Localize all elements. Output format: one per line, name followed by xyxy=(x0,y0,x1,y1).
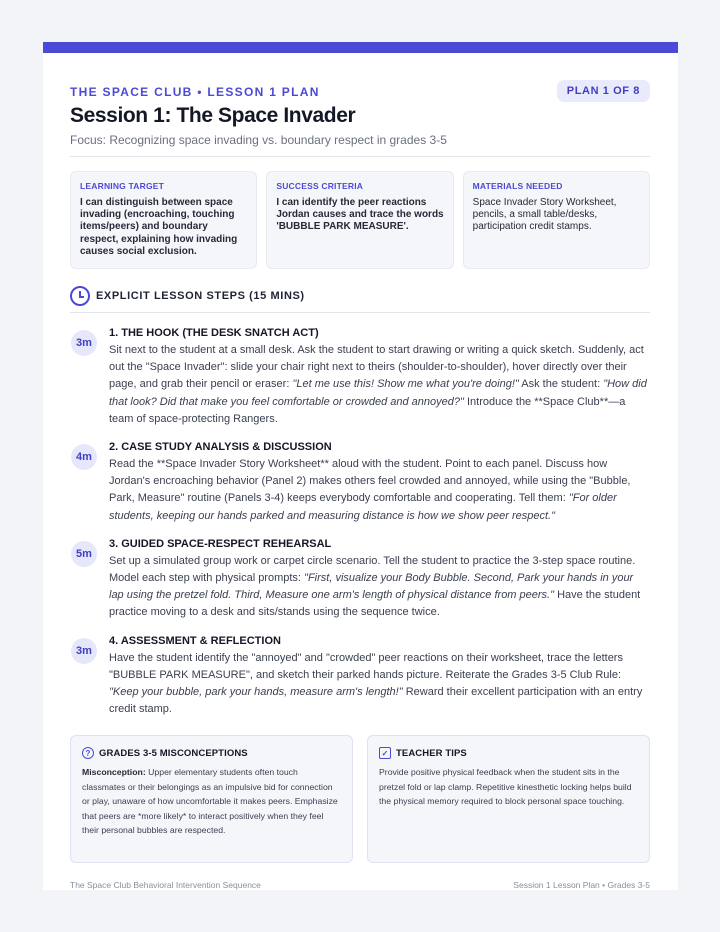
step-quote: "How did that look? Did that make you feel comfortable or crowded and annoyed?" xyxy=(109,378,647,408)
box-title: TEACHER TIPS xyxy=(396,747,467,759)
card-label: MATERIALS NEEDED xyxy=(472,181,563,191)
callout-boxes xyxy=(70,735,650,863)
step-body xyxy=(109,553,650,622)
box-header xyxy=(82,747,341,759)
success-criteria-card xyxy=(266,171,453,269)
step-text: Introduce the **Space Club**—a team of space-protecting Rangers. xyxy=(109,395,626,425)
step-title: 3. GUIDED SPACE-RESPECT REHEARSAL xyxy=(109,537,332,550)
misconception-label: Misconception: xyxy=(82,767,146,778)
step-quote: "Let me use this! Show me what you're doing!" xyxy=(292,378,519,391)
plan-number-badge: PLAN 1 OF 8 xyxy=(557,80,650,102)
clock-icon xyxy=(70,286,90,306)
step-text: Have the student practice moving to a desk and sits/stands using the sequence twice. xyxy=(109,589,641,619)
time-badge: 4m xyxy=(71,444,97,470)
step-title: 4. ASSESSMENT & REFLECTION xyxy=(109,634,281,647)
page-header xyxy=(70,85,650,147)
step-body xyxy=(109,456,650,525)
page-footer xyxy=(70,880,650,890)
page-title: Session 1: The Space Invader xyxy=(70,104,356,127)
lesson-steps-heading xyxy=(70,286,650,306)
step-text: Ask the student: xyxy=(518,378,604,391)
lesson-step xyxy=(70,537,650,622)
lesson-step xyxy=(70,440,650,525)
step-text: Set up a simulated group work or carpet circle scenario. Tell the student to practice the 3-step space routine. Model each step with physical prompts: xyxy=(109,554,636,585)
step-title: 1. THE HOOK (THE DESK SNATCH ACT) xyxy=(109,327,319,339)
box-body: Provide positive physical feedback when the student sits in the pretzel fold or lap clamp. Repetitive kinesthetic locking helps build the physical memory required to block personal space touching. xyxy=(379,767,632,807)
misconceptions-box xyxy=(70,735,353,863)
box-body xyxy=(82,765,341,837)
time-badge: 5m xyxy=(71,541,97,567)
footer-right: Session 1 Lesson Plan • Grades 3-5 xyxy=(513,880,650,890)
card-body: I can distinguish between space invading (encroaching, touching items/peers) and boundary respect, explaining how invading causes social exclusion. xyxy=(80,197,238,257)
steps-title: EXPLICIT LESSON STEPS (15 MINS) xyxy=(96,290,305,302)
objective-cards xyxy=(70,171,650,269)
step-text: Sit next to the student at a small desk. Ask the student to start drawing or writing a quick sketch. Suddenly, act out the "Space Invader": slide your chair right next to theirs (shoulder-to-shoulder), hover directly over their page, and grab their pencil or eraser: xyxy=(109,344,644,391)
step-body xyxy=(109,650,650,719)
step-quote: "First, visualize your Body Bubble. Second, Park your hands in your lap using the pretzel fold. Third, Measure one arm's length of physical distance from peers." xyxy=(109,572,634,602)
box-title: GRADES 3-5 MISCONCEPTIONS xyxy=(99,747,248,759)
lesson-plan-page xyxy=(43,42,678,890)
card-label: LEARNING TARGET xyxy=(80,181,165,191)
accent-top-bar xyxy=(43,42,678,53)
misconception-text: Upper elementary students often touch classmates or their belongings as an impulsive bid for connection or play, unaware of how uncomfortable it makes peers. Emphasize that peers are *more likely* to interact positively when they feel their personal bubbles are respected. xyxy=(82,767,338,836)
focus-subtitle: Focus: Recognizing space invading vs. boundary respect in grades 3-5 xyxy=(70,133,447,147)
step-quote: "For older students, keeping our hands parked and measuring distance is how we show peer respect." xyxy=(109,492,617,522)
teacher-tips-box xyxy=(367,735,650,863)
step-title: 2. CASE STUDY ANALYSIS & DISCUSSION xyxy=(109,441,332,454)
card-body: I can identify the peer reactions Jordan causes and trace the words 'BUBBLE PARK MEASURE'. xyxy=(276,197,444,233)
box-header xyxy=(379,747,638,759)
lesson-step xyxy=(70,326,650,428)
step-text: Have the student identify the "annoyed" and "crowded" peer reactions on their worksheet, trace the letters "BUBBLE PARK MEASURE", and sketch their parked hands picture. Reiterate the Grades 3-5 Club Rule: xyxy=(109,651,623,681)
eyebrow-label: THE SPACE CLUB • LESSON 1 PLAN xyxy=(70,85,320,99)
card-label: SUCCESS CRITERIA xyxy=(276,181,364,191)
lesson-step xyxy=(70,634,650,719)
step-text: Read the **Space Invader Story Worksheet** aloud with the student. Point to each panel. Discuss how Jordan's encroaching behavior (Panel 2) makes others feel crowded and annoyed, while using the "Bubble, Park, Measure" routine (Panels 3-4) keeps everybody comfortable and cooperating. Tell them: xyxy=(109,458,631,505)
time-badge: 3m xyxy=(71,330,97,356)
materials-card xyxy=(463,171,650,269)
divider xyxy=(70,156,650,157)
time-badge: 3m xyxy=(71,638,97,664)
question-icon: ? xyxy=(82,747,94,759)
card-body: Space Invader Story Worksheet, pencils, a small table/desks, participation credit stamps. xyxy=(472,197,617,233)
learning-target-card xyxy=(70,171,257,269)
step-text: Reward their excellent participation with an entry credit stamp. xyxy=(109,686,643,716)
footer-left: The Space Club Behavioral Intervention Sequence xyxy=(70,880,261,890)
step-body xyxy=(109,342,650,428)
steps-list xyxy=(70,326,650,718)
step-quote: "Keep your bubble, park your hands, measure arm's length!" xyxy=(109,686,403,699)
checkbox-icon: ✓ xyxy=(379,747,391,759)
divider xyxy=(70,312,650,313)
